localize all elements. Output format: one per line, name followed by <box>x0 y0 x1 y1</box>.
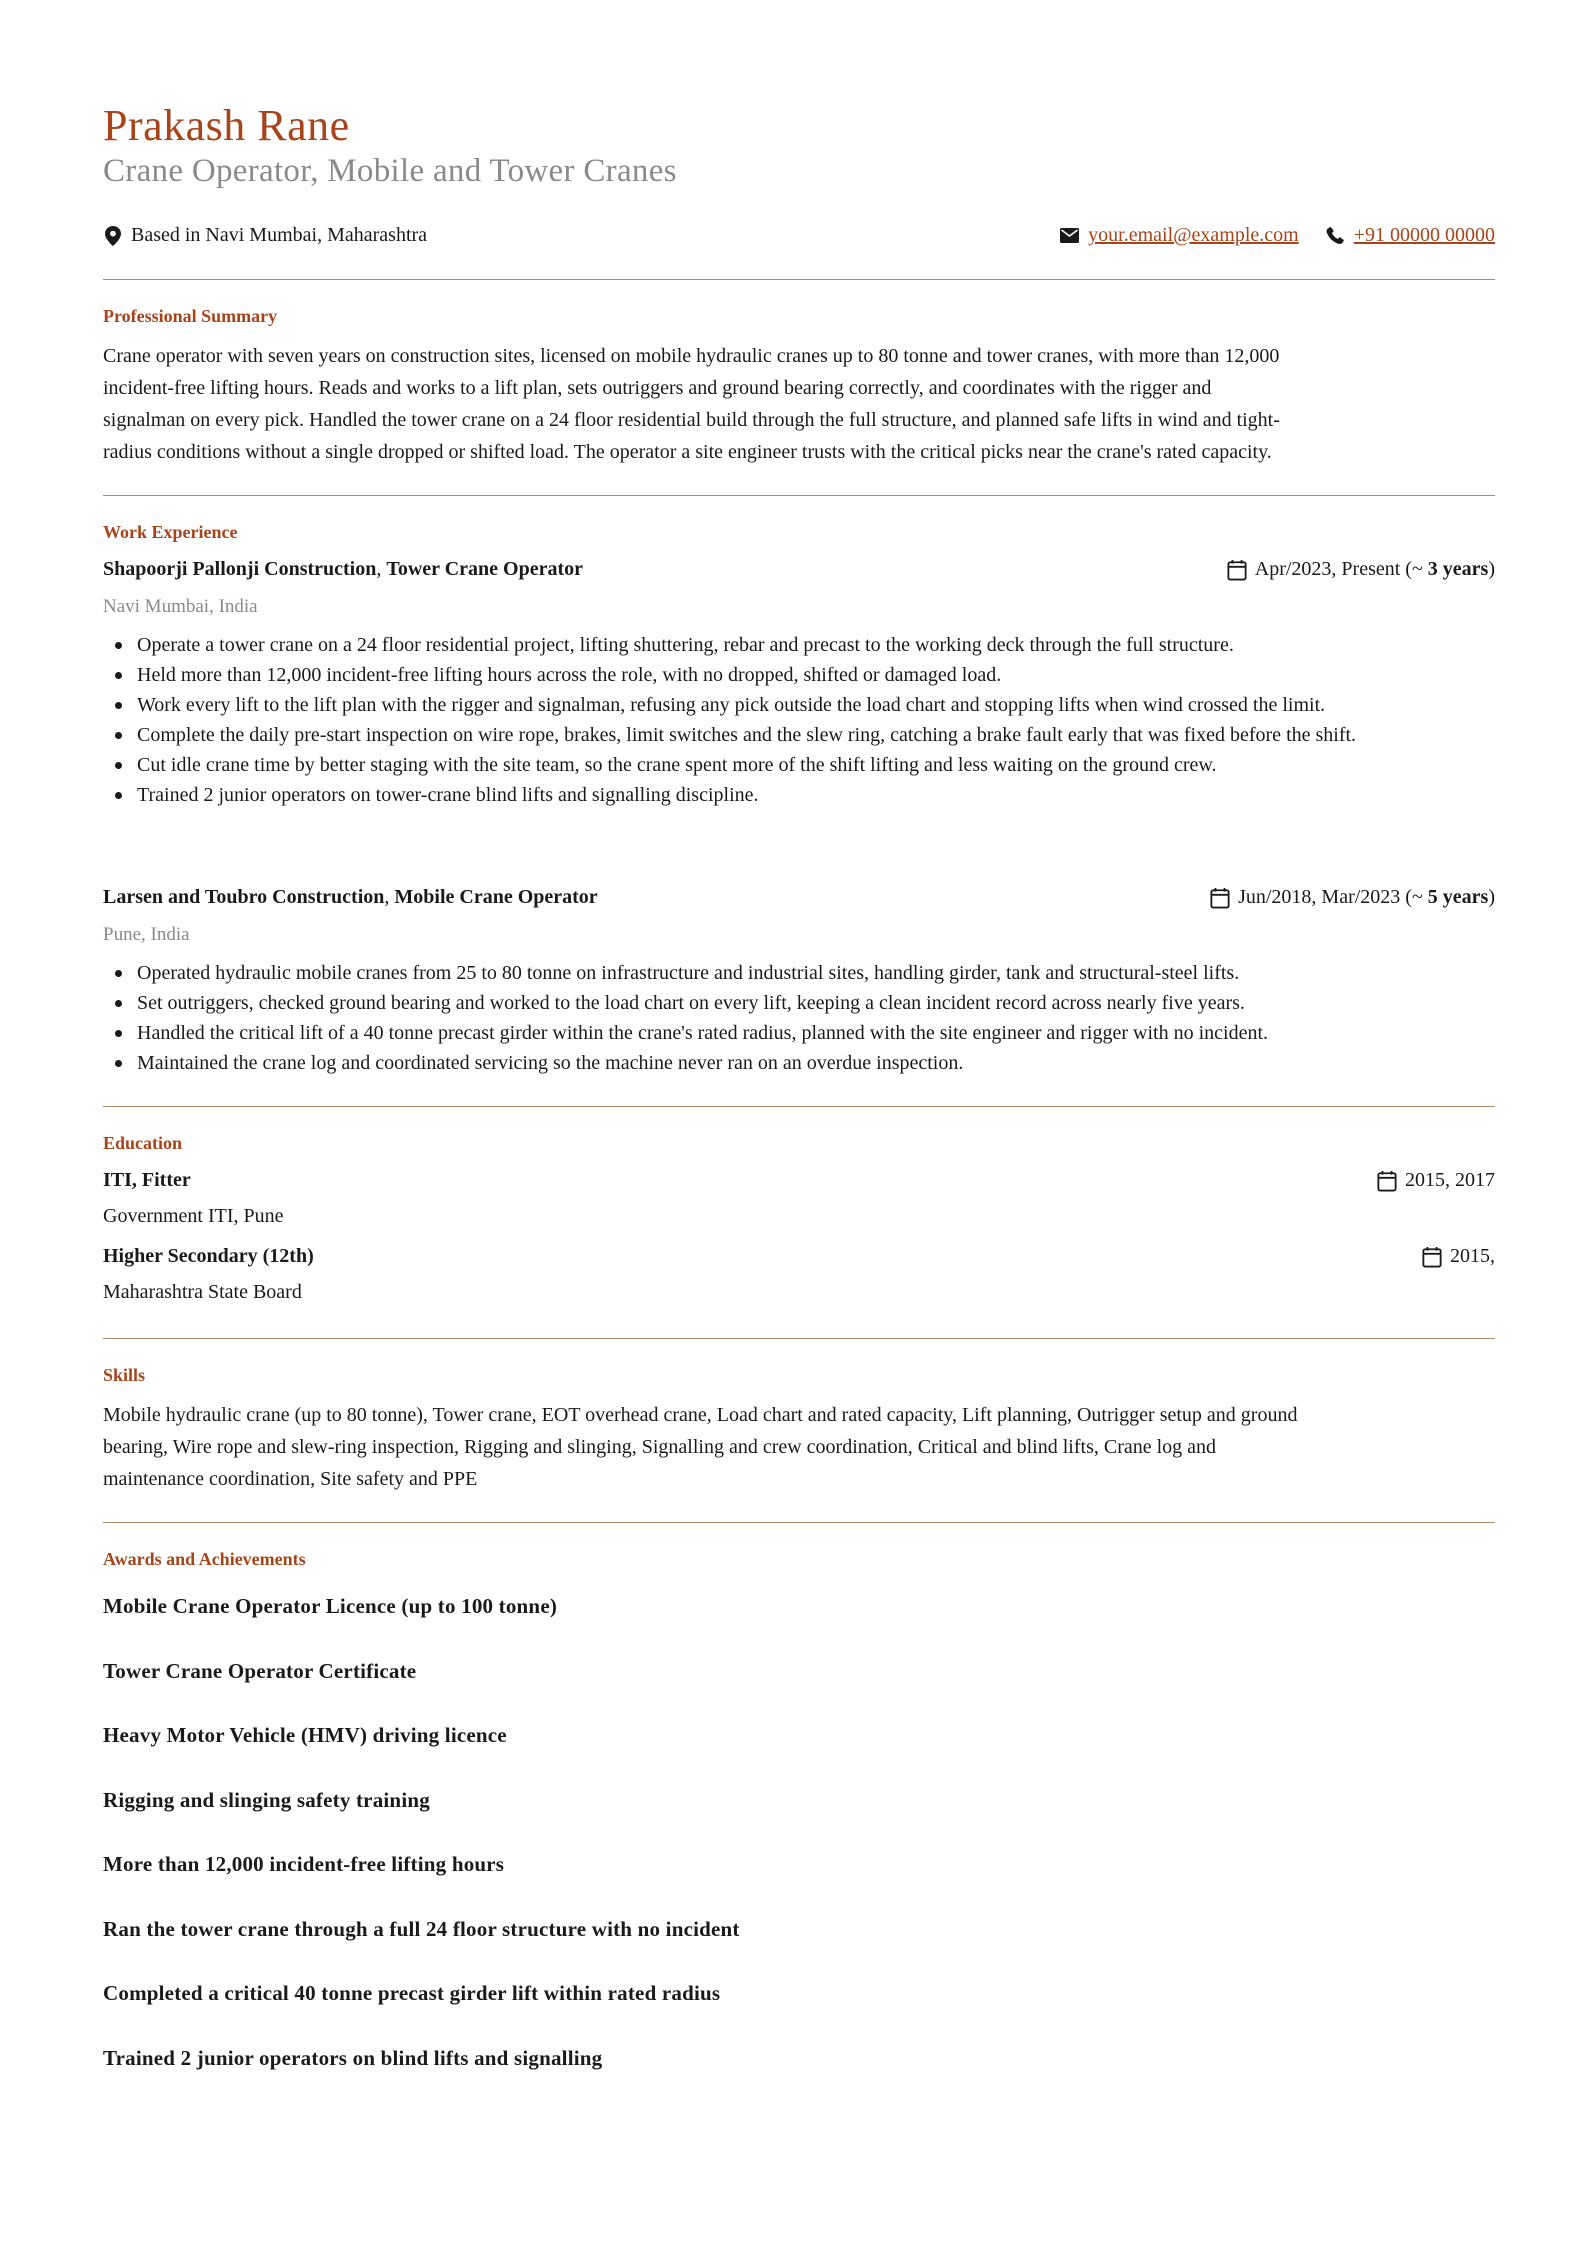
list-item: Operated hydraulic mobile cranes from 25 to 80 tonne on infrastructure and industrial sites, handling girder, tank and structural-steel lifts. <box>103 958 1495 988</box>
list-item: Handled the critical lift of a 40 tonne precast girder within the crane's rated radius, planned with the site engineer and rigger with no incident. <box>103 1018 1495 1048</box>
divider <box>103 1522 1495 1523</box>
summary-text <box>103 340 1495 468</box>
skills-line: Mobile hydraulic crane (up to 80 tonne), Tower crane, EOT overhead crane, Load chart and rated capacity, Lift planning, Outrigger setup and ground <box>103 1404 1298 1426</box>
section-title-education: Education <box>103 1133 183 1153</box>
job-position: Mobile Crane Operator <box>394 886 598 908</box>
summary-line: incident-free lifting hours. Reads and works to a lift plan, sets outriggers and ground bearing correctly, and coordinates with the rigger and <box>103 377 1212 399</box>
education-date: 2015, <box>1422 1245 1495 1268</box>
job-duration: 3 years <box>1427 558 1489 580</box>
list-item: Work every lift to the lift plan with the rigger and signalman, refusing any pick outside the load chart and stopping lifts when wind crossed the limit. <box>103 690 1495 720</box>
skills-text <box>103 1399 1495 1495</box>
divider <box>103 279 1495 280</box>
summary-line: signalman on every pick. Handled the tower crane on a 24 floor residential build through the full structure, and planned safe lifts in wind and tight- <box>103 409 1280 431</box>
skills-line: bearing, Wire rope and slew-ring inspection, Rigging and slinging, Signalling and crew coordination, Critical and blind lifts, Crane log and <box>103 1436 1217 1458</box>
contact-bar <box>103 224 1495 254</box>
job-header: Shapoorji Pallonji Construction, Tower Crane Operator Apr/2023, Present (~ 3 years) <box>103 558 1495 580</box>
list-item: Trained 2 junior operators on tower-crane blind lifts and signalling discipline. <box>103 780 1495 810</box>
calendar-icon <box>1422 1247 1442 1267</box>
divider <box>103 1338 1495 1339</box>
phone-icon <box>1325 226 1345 246</box>
job-company: Larsen and Toubro Construction <box>103 886 385 908</box>
section-title-experience: Work Experience <box>103 522 238 542</box>
job-location: Navi Mumbai, India <box>103 596 258 617</box>
email-link[interactable]: your.email@example.com <box>1088 224 1299 246</box>
job-bullets <box>103 958 1495 1078</box>
calendar-icon <box>1377 1171 1397 1191</box>
summary-line: Crane operator with seven years on construction sites, licensed on mobile hydraulic cranes up to 80 tonne and tower cranes, with more than 12,000 <box>103 345 1280 367</box>
list-item: Complete the daily pre-start inspection on wire rope, brakes, limit switches and the slew ring, catching a brake fault early that was fixed before the shift. <box>103 720 1495 750</box>
skills-line: maintenance coordination, Site safety and PPE <box>103 1468 478 1490</box>
section-title-summary: Professional Summary <box>103 306 278 326</box>
award-item: Heavy Motor Vehicle (HMV) driving licence <box>103 1723 507 1747</box>
education-degree: Higher Secondary (12th) <box>103 1245 314 1267</box>
job-position: Tower Crane Operator <box>386 558 583 580</box>
map-pin-icon <box>103 226 123 246</box>
job-date: Jun/2018, Mar/2023 (~ 5 years) <box>1210 886 1495 909</box>
award-item: Completed a critical 40 tonne precast girder lift within rated radius <box>103 1981 721 2005</box>
envelope-icon <box>1059 226 1079 246</box>
list-item: Cut idle crane time by better staging with the site team, so the crane spent more of the shift lifting and less waiting on the ground crew. <box>103 750 1495 780</box>
education-entry <box>103 1245 1495 1275</box>
list-item: Set outriggers, checked ground bearing and worked to the load chart on every lift, keeping a clean incident record across nearly five years. <box>103 988 1495 1018</box>
phone-link[interactable]: +91 00000 00000 <box>1353 224 1495 246</box>
location <box>103 224 427 247</box>
job-date: Apr/2023, Present (~ 3 years) <box>1227 558 1495 581</box>
award-item: More than 12,000 incident-free lifting hours <box>103 1852 505 1876</box>
calendar-icon <box>1210 888 1230 908</box>
list-item: Held more than 12,000 incident-free lifting hours across the role, with no dropped, shifted or damaged load. <box>103 660 1495 690</box>
education-date: 2015, 2017 <box>1377 1169 1495 1192</box>
list-item: Operate a tower crane on a 24 floor residential project, lifting shuttering, rebar and precast to the working deck through the full structure. <box>103 630 1495 660</box>
job-duration: 5 years <box>1427 886 1489 908</box>
candidate-name: Prakash Rane <box>103 101 350 150</box>
candidate-role: Crane Operator, Mobile and Tower Cranes <box>103 153 677 189</box>
job-bullets <box>103 630 1495 810</box>
section-title-awards: Awards and Achievements <box>103 1549 306 1569</box>
education-entry <box>103 1169 1495 1199</box>
job-company: Shapoorji Pallonji Construction <box>103 558 377 580</box>
calendar-icon <box>1227 560 1247 580</box>
education-institution: Maharashtra State Board <box>103 1281 302 1303</box>
job-header: Larsen and Toubro Construction, Mobile Crane Operator Jun/2018, Mar/2023 (~ 5 years) <box>103 886 1495 908</box>
award-item: Rigging and slinging safety training <box>103 1788 430 1812</box>
education-degree: ITI, Fitter <box>103 1169 191 1191</box>
award-item: Ran the tower crane through a full 24 floor structure with no incident <box>103 1917 740 1941</box>
education-institution: Government ITI, Pune <box>103 1205 284 1227</box>
job-location: Pune, India <box>103 924 190 945</box>
list-item: Maintained the crane log and coordinated servicing so the machine never ran on an overdue inspection. <box>103 1048 1495 1078</box>
divider <box>103 1106 1495 1107</box>
divider <box>103 495 1495 496</box>
section-title-skills: Skills <box>103 1365 146 1385</box>
award-item: Mobile Crane Operator Licence (up to 100 tonne) <box>103 1594 558 1618</box>
award-item: Tower Crane Operator Certificate <box>103 1659 417 1683</box>
award-item: Trained 2 junior operators on blind lifts and signalling <box>103 2046 603 2070</box>
location-text: Based in Navi Mumbai, Maharashtra <box>131 224 428 246</box>
summary-line: radius conditions without a single dropped or shifted load. The operator a site engineer trusts with the critical picks near the crane's rated capacity. <box>103 441 1272 463</box>
